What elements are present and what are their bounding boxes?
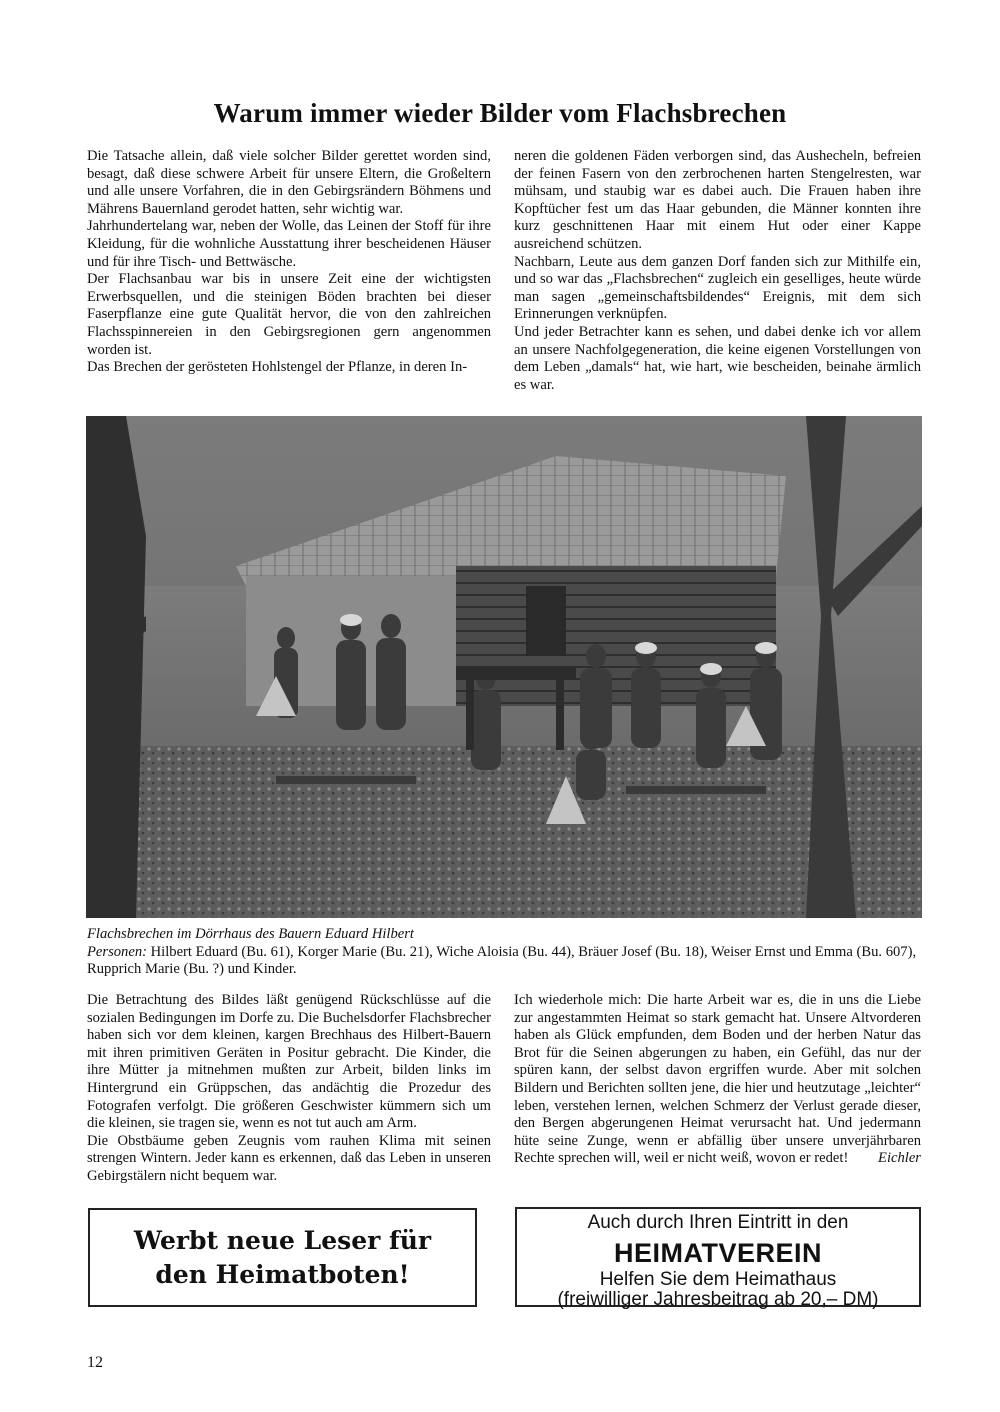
paragraph: neren die goldenen Fäden verborgen sind, das Aushecheln, befreien der feinen Fasern von den zerbrochenen harten Stengelresten, war mühsam, und staubig war es dabei auch. Die Frauen haben ihre Kopftücher fest um das Haar gebunden, die Männer konnten ihre kurz geschnittenen Haar mit einem Hut oder einer Kappe ausreichend schützen. [514, 148, 921, 252]
reader-ad-line: Werbt neue Leser für [133, 1226, 432, 1255]
article-text-lower-right [514, 992, 921, 1168]
author-signature: Eichler [878, 1150, 921, 1167]
heimatverein-ad-line: Helfen Sie dem Heimathaus [599, 1269, 837, 1290]
caption-persons-text: Hilbert Eduard (Bu. 61), Korger Marie (Bu. 21), Wiche Aloisia (Bu. 44), Bräuer Josef (Bu. 18), Weiser Ernst und Emma (Bu. 607), Rupprich Marie (Bu. ?) und Kinder. [87, 943, 917, 978]
heimatverein-ad-heading: HEIMATVEREIN [613, 1238, 822, 1268]
paragraph: Die Tatsache allein, daß viele solcher Bilder gerettet worden sind, besagt, daß diese schwere Arbeit für unsere Eltern, die Großeltern und alle unsere Vorfahren, die in den Gebirgsrändern Böhmens und Mährens Bauernland gerodet hatten, sehr wichtig war. [87, 148, 491, 217]
article-text-lower-left [87, 992, 491, 1186]
caption-title: Flachsbrechen im Dörrhaus des Bauern Eduard Hilbert [87, 926, 414, 942]
reader-ad-box [88, 1208, 477, 1307]
page-number: 12 [87, 1354, 103, 1371]
caption-persons [87, 944, 921, 979]
heimatverein-ad-box [515, 1207, 921, 1310]
article-text-upper-right [514, 148, 921, 394]
paragraph: Und jeder Betrachter kann es sehen, und dabei denke ich vor allem an unsere Nachfolgegeneration, die keine eigenen Vorstellungen von dem Leben „damals“ hat, wie hart, wie bescheiden, beinahe ärmlich es war. [514, 323, 921, 393]
caption-persons-label: Personen: [87, 943, 147, 960]
article-title: Warum immer wieder Bilder vom Flachsbrechen [213, 98, 787, 128]
paragraph-text: Ich wiederhole mich: Die harte Arbeit war es, die in uns die Liebe zur angestammten Heimat so stark gemacht hat. Unsere Altvorderen haben als Glück empfunden, dem Boden und der herben Natur das Brot für die Seinen abgerungen zu haben, ein Gefühl, das nur der spüren kann, der selbst davon ergriffen wurde. Aber mit solchen Bildern und Berichten sollten jene, die hier und heutzutage „leichter“ leben, verstehen lernen, welchen Schmerz der Verlust gerade dieser, den Bergen abgerungenen Heimat verursacht hat. Und jedermann hüte seine Zunge, wenn er abfällig über unsere unverjährbaren Rechte sprechen will, weil er nicht weiß, wovon er redet! [514, 992, 921, 1167]
article-text-upper-left [87, 148, 491, 377]
historical-photo [86, 416, 922, 918]
paragraph: Die Obstbäume geben Zeugnis vom rauhen Klima mit seinen strengen Wintern. Jeder kann es erkennen, daß das Leben in unseren Gebirgstälern nicht bequem war. [87, 1132, 491, 1184]
photo-caption [87, 926, 921, 979]
heimatverein-ad-line: (freiwilliger Jahresbeitrag ab 20,– DM) [557, 1289, 879, 1310]
paragraph [514, 992, 921, 1168]
paragraph: Die Betrachtung des Bildes läßt genügend Rückschlüsse auf die sozialen Bedingungen im Dorfe zu. Die Buchelsdorfer Flachsbrecher haben sich vor dem kleinen, kargen Brechhaus des Hilbert-Bauern mit ihren primitiven Geräten in Positur gebracht. Die Kinder, die ihre Mütter ja mitnehmen mußten zur Arbeit, bilden links im Hintergrund ein Grüppschen, das andächtig die Prozedur des Fotografen verfolgt. Die größeren Geschwister kümmern sich um die kleinen, sie tragen sie, wenn es not tut auch am Arm. [87, 992, 491, 1132]
paragraph: Nachbarn, Leute aus dem ganzen Dorf fanden sich zur Mithilfe ein, und so war das „Flachsbrechen“ zugleich ein geselliges, heute würde man sagen „gemeinschaftsbildendes“ Ereignis, mit dem sich Erinnerungen verknüpfen. [514, 253, 921, 323]
reader-ad-line: den Heimatboten! [155, 1260, 410, 1289]
heimatverein-ad-line: Auch durch Ihren Eintritt in den [587, 1212, 849, 1233]
paragraph: Der Flachsanbau war bis in unsere Zeit eine der wichtigsten Erwerbsquellen, und die steinigen Böden brachten bei dieser Faserpflanze eine gute Qualität hervor, die von den zahlreichen Flachsspinnereien in den Gebirgsregionen gern angenommen worden ist. [87, 271, 491, 358]
paragraph: Jahrhundertelang war, neben der Wolle, das Leinen der Stoff für ihre Kleidung, für die wohnliche Ausstattung ihrer bescheidenen Häuser und für ihre Tisch- und Bettwäsche. [87, 218, 491, 270]
paragraph: Das Brechen der gerösteten Hohlstengel der Pflanze, in deren In- [87, 359, 468, 376]
